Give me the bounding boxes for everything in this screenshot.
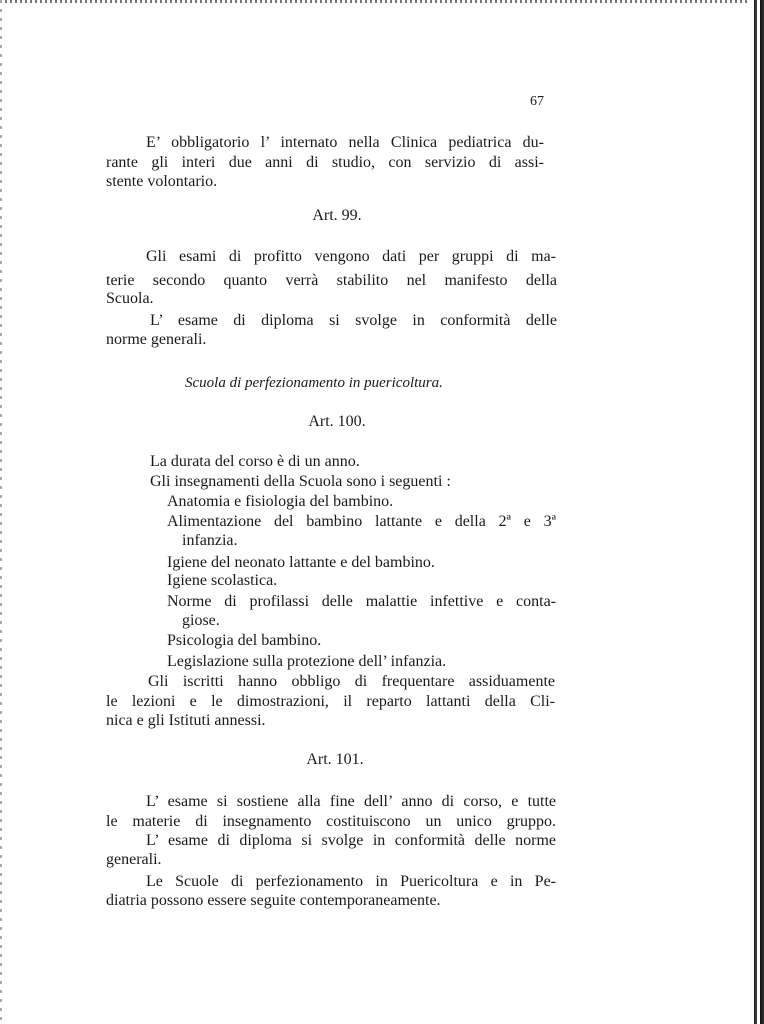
scan-left-edge [0,0,2,1024]
list-item: Igiene scolastica. [167,572,278,589]
text-line: le materie di insegnamento costituiscono un unico gruppo. [106,813,556,830]
text-line: terie secondo quanto verrà stabilito nel manifesto della [106,272,557,289]
text-line: Gli insegnamenti della Scuola sono i seguenti : [150,473,451,490]
section-heading: Scuola di perfezionamento in puericoltura. [185,375,443,391]
list-item: Psicologia del bambino. [167,632,322,649]
article-heading-101: Art. 101. [306,751,364,768]
text-line: Le Scuole di perfezionamento in Puericoltura e in Pe- [146,873,556,890]
text-line: L’ esame di diploma si svolge in conformità delle norme [146,832,556,849]
text-line: E’ obbligatorio l’ internato nella Clinica pediatrica du- [146,134,544,151]
text-line: stente volontario. [106,173,218,190]
list-item: infanzia. [182,532,238,549]
list-item: Norme di profilassi delle malattie infettive e conta- [167,593,556,610]
text-line: generali. [106,851,162,868]
list-item: Legislazione sulla protezione dell’ infanzia. [167,653,447,670]
scan-right-edge [750,0,764,1024]
article-heading-99: Art. 99. [312,207,362,224]
text-line: Scuola. [106,290,154,307]
text-line: rante gli interi due anni di studio, con servizio di assi- [106,154,544,171]
text-line: L’ esame si sostiene alla fine dell’ anno di corso, e tutte [146,793,556,810]
text-line: le lezioni e le dimostrazioni, il reparto lattanti della Cli- [106,693,555,710]
article-heading-100: Art. 100. [308,413,366,430]
text-line: norme generali. [106,331,207,348]
scan-top-edge [0,0,764,3]
list-item: Anatomia e fisiologia del bambino. [167,493,394,510]
page-number: 67 [530,94,544,109]
text-line: L’ esame di diploma si svolge in conformità delle [150,312,557,329]
text-line: Gli iscritti hanno obbligo di frequentare assiduamente [148,673,555,690]
text-line: nica e gli Istituti annessi. [106,712,266,729]
text-line: La durata del corso è di un anno. [150,453,360,470]
list-item: Alimentazione del bambino lattante e della 2ª e 3ª [167,513,556,530]
text-line: Gli esami di profitto vengono dati per gruppi di ma- [146,248,556,265]
text-line: diatria possono essere seguite contemporaneamente. [106,892,441,909]
list-item: Igiene del neonato lattante e del bambino. [167,554,435,571]
list-item: giose. [182,612,220,629]
